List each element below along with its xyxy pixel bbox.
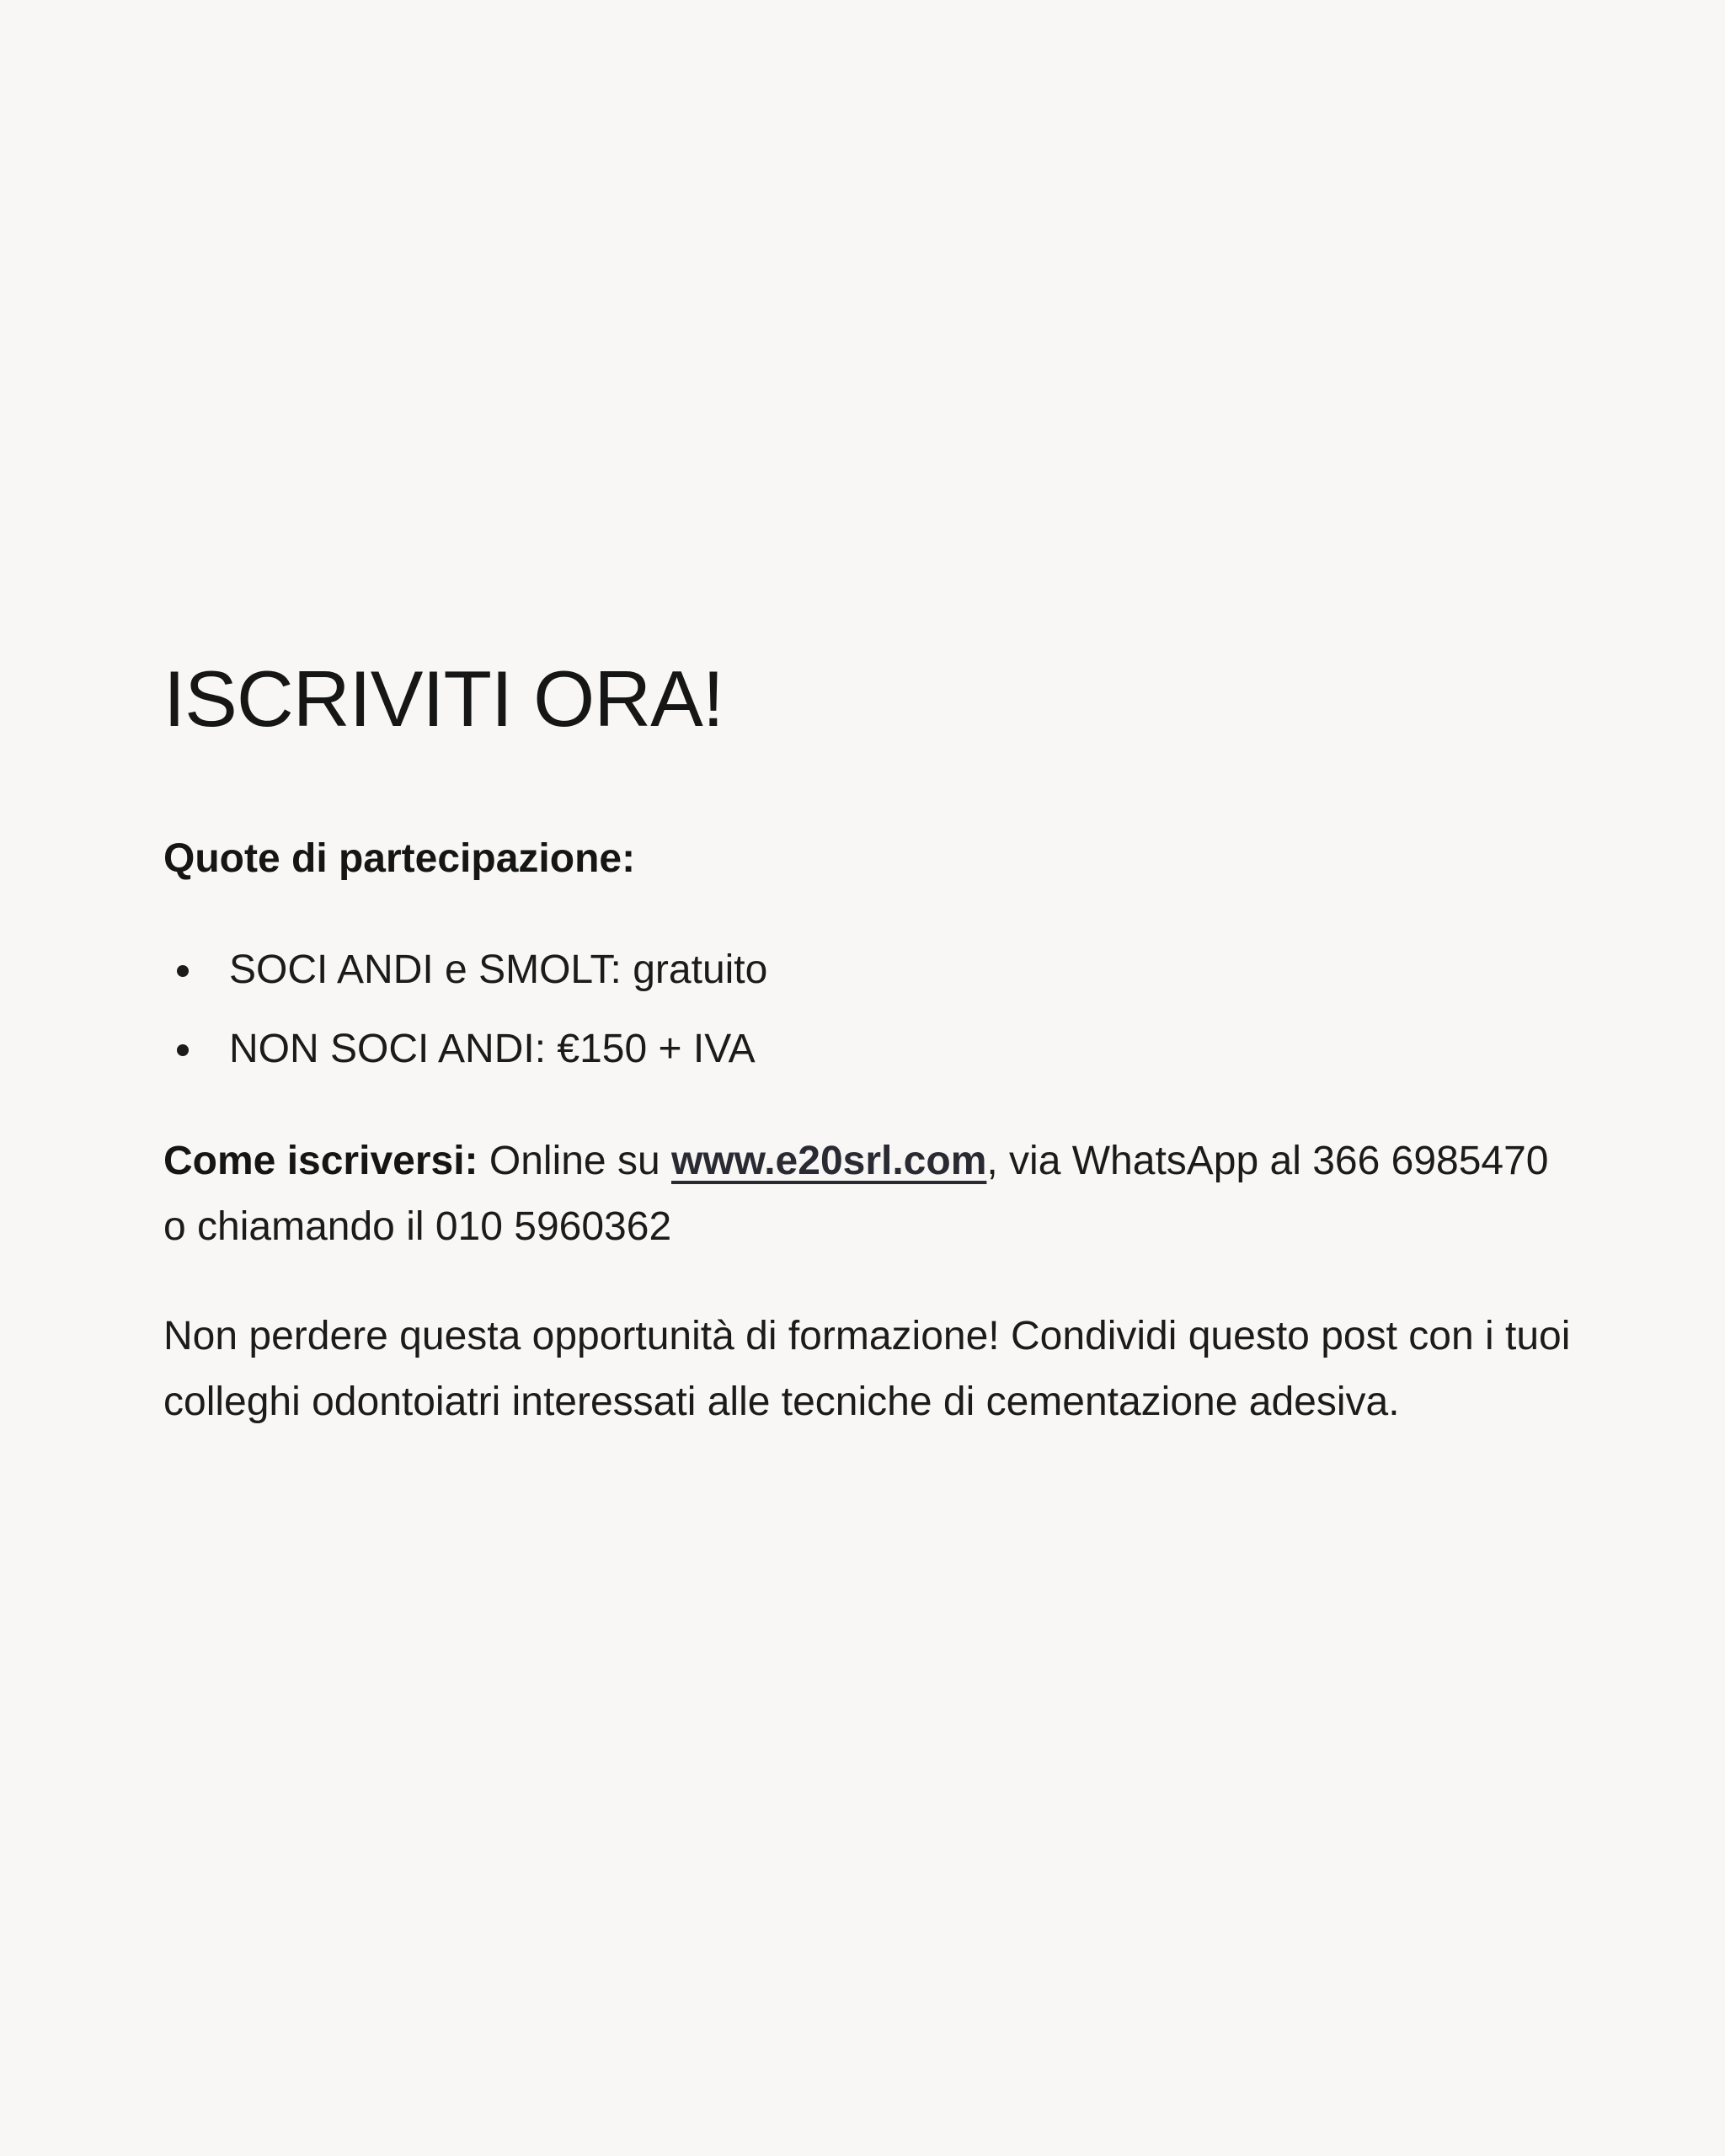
fee-members-text: SOCI ANDI e SMOLT: gratuito — [229, 947, 768, 992]
fees-heading: Quote di partecipazione: — [163, 836, 636, 881]
website-link[interactable]: www.e20srl.com — [670, 1139, 987, 1183]
bullet-icon — [177, 1044, 189, 1056]
signup-text-before: Online su — [478, 1139, 671, 1183]
signup-paragraph — [163, 1129, 1578, 1260]
signup-label: Come iscriversi: — [163, 1139, 478, 1183]
bullet-icon — [177, 965, 189, 977]
list-item — [163, 945, 1578, 995]
post-content — [163, 648, 1578, 1435]
fees-list — [163, 945, 1578, 1075]
signup-text-after: , via WhatsApp al 366 6985470 o chiamando il 010 5960362 — [163, 1139, 1549, 1249]
cta-paragraph: Non perdere questa opportunità di formazione! Condividi questo post con i tuoi colleghi odontoiatri interessati alle tecniche di cementazione adesiva. — [163, 1314, 1571, 1424]
list-item — [163, 1024, 1578, 1075]
fee-non-members-text: NON SOCI ANDI: €150 + IVA — [229, 1027, 756, 1071]
page-title: ISCRIVITI ORA! — [163, 654, 724, 743]
